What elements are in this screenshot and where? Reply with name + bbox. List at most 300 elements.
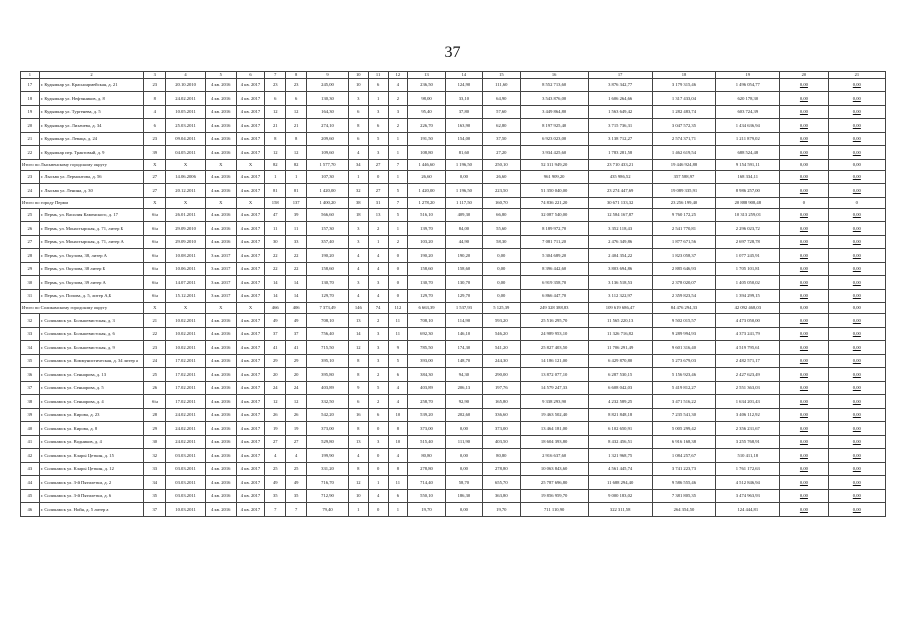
table-cell: б/н: [144, 249, 166, 263]
table-cell: 0,00: [828, 289, 885, 303]
table-cell: 0,00: [445, 449, 482, 463]
table-cell: 10 313 259,01: [716, 208, 780, 222]
table-cell: 1 877 671,56: [652, 235, 716, 249]
address-cell: г. Пермь, ул. Окулова, 38 литер Б: [39, 262, 144, 276]
table-cell: 137: [286, 197, 307, 208]
table-cell: 17.02.2011: [166, 354, 206, 368]
table-cell: 24: [144, 354, 166, 368]
table-cell: 12: [265, 395, 286, 409]
table-cell: X: [144, 159, 166, 170]
table-cell: 6: [368, 78, 388, 92]
table-cell: 0,00: [780, 368, 828, 382]
table-cell: 5 156 923,46: [652, 368, 716, 382]
table-cell: 21: [265, 119, 286, 133]
table-cell: 129,70: [307, 289, 349, 303]
table-cell: 33: [286, 235, 307, 249]
table-cell: X: [205, 197, 236, 208]
address-cell: г. Лысьва ул. Лермонтова, д. 56: [39, 170, 144, 184]
table-cell: 223,50: [483, 184, 520, 198]
table-cell: 109,60: [307, 146, 349, 160]
table-cell: 1 117,50: [445, 197, 482, 208]
table-cell: 1: [368, 476, 388, 490]
table-cell: 21: [144, 314, 166, 328]
table-cell: 25 787 696,80: [520, 476, 588, 490]
table-cell: 1 211 879,02: [716, 132, 780, 146]
table-cell: 4 кв. 2017: [236, 276, 265, 290]
column-number: 12: [388, 72, 408, 79]
table-cell: 1 084 257,67: [652, 449, 716, 463]
table-row: [21, 476, 886, 490]
table-cell: 23: [144, 341, 166, 355]
address-cell: г. Соликамск ул. 3-й Пятилетки, д. 6: [39, 489, 144, 503]
table-cell: 7: [388, 197, 408, 208]
table-cell: 1 823 058,37: [652, 249, 716, 263]
table-cell: 3 406 112,92: [716, 408, 780, 422]
table-cell: 0,00: [780, 489, 828, 503]
table-cell: 27: [144, 170, 166, 184]
table-cell: X: [205, 159, 236, 170]
table-cell: 146: [348, 303, 368, 314]
table-cell: 0,00: [780, 119, 828, 133]
table-row: [21, 489, 886, 503]
table-cell: 4 кв. 2017: [236, 289, 265, 303]
table-cell: 515,40: [408, 435, 445, 449]
table-cell: 18: [21, 92, 40, 106]
table-cell: 6 287 530,15: [588, 368, 652, 382]
table-cell: 3: [368, 341, 388, 355]
table-cell: 20: [265, 368, 286, 382]
table-cell: 4 кв. 2017: [236, 249, 265, 263]
address-cell: г. Соликамск ул. Водников, д. 4: [39, 435, 144, 449]
table-cell: 542,20: [307, 408, 349, 422]
table-cell: 0,00: [828, 408, 885, 422]
table-cell: 6 663,39: [408, 303, 445, 314]
table-row: [21, 422, 886, 436]
table-cell: 0,00: [828, 92, 885, 106]
table-cell: 04.05.2011: [166, 146, 206, 160]
table-cell: 0,00: [483, 262, 520, 276]
table-cell: 1: [348, 170, 368, 184]
table-cell: 3 715 736,31: [588, 119, 652, 133]
table-cell: 28: [21, 249, 40, 263]
table-cell: 14: [286, 276, 307, 290]
table-cell: 30: [265, 235, 286, 249]
table-cell: 111,60: [483, 78, 520, 92]
table-cell: 27: [21, 235, 40, 249]
table-cell: 130,70: [408, 276, 445, 290]
table-cell: 7 235 541,30: [652, 408, 716, 422]
table-cell: 1 321 968,75: [588, 449, 652, 463]
table-cell: 4 кв. 2016: [205, 408, 236, 422]
address-cell: г. Кудымкар пер. Трактовый, д. 9: [39, 146, 144, 160]
table-cell: 0,00: [780, 184, 828, 198]
table-cell: 7 081 711,20: [520, 235, 588, 249]
table-cell: 4 кв. 2016: [205, 146, 236, 160]
table-cell: 42 092 468,03: [716, 303, 780, 314]
table-cell: 1 196,50: [445, 159, 482, 170]
table-cell: 18: [348, 208, 368, 222]
table-cell: 4: [286, 449, 307, 463]
table-cell: 2 404 354,22: [588, 249, 652, 263]
table-cell: 190,20: [408, 249, 445, 263]
table-cell: 0,00: [828, 235, 885, 249]
table-cell: 258,70: [408, 395, 445, 409]
table-cell: 44: [21, 476, 40, 490]
table-cell: 539,20: [408, 408, 445, 422]
table-cell: 8 986 257,00: [716, 184, 780, 198]
table-cell: 39: [144, 146, 166, 160]
table-cell: 1 537,93: [445, 303, 482, 314]
table-cell: 12 584 167,87: [588, 208, 652, 222]
address-cell: г. Пермь, ул. Василия Каменского, д. 17: [39, 208, 144, 222]
table-cell: 38: [348, 197, 368, 208]
table-cell: 4 кв. 2016: [205, 92, 236, 106]
table-row: [21, 92, 886, 106]
table-cell: 1: [286, 170, 307, 184]
table-cell: 19,70: [483, 503, 520, 517]
table-cell: 4 кв. 2017: [236, 395, 265, 409]
table-cell: 4 кв. 2017: [236, 354, 265, 368]
table-cell: 2 482 571,17: [716, 354, 780, 368]
table-cell: 466: [265, 303, 286, 314]
table-cell: 9 000 183,02: [588, 489, 652, 503]
table-cell: 14: [265, 289, 286, 303]
table-cell: 62,80: [483, 119, 520, 133]
table-cell: 31: [21, 289, 40, 303]
column-number: 3: [144, 72, 166, 79]
table-cell: 29.09.2010: [166, 222, 206, 236]
table-cell: 25.03.2011: [166, 119, 206, 133]
table-cell: 5: [368, 381, 388, 395]
table-cell: 14: [265, 276, 286, 290]
table-row: [21, 132, 886, 146]
table-cell: 24: [265, 381, 286, 395]
table-cell: 4 кв. 2016: [205, 235, 236, 249]
table-cell: 03.03.2011: [166, 449, 206, 463]
table-cell: 41: [286, 341, 307, 355]
table-cell: 0,00: [828, 435, 885, 449]
table-cell: 33,10: [445, 92, 482, 106]
table-cell: 395,10: [307, 354, 349, 368]
table-cell: 0,00: [780, 92, 828, 106]
table-cell: 23: [265, 78, 286, 92]
table-cell: 03.03.2011: [166, 476, 206, 490]
table-cell: 3: [368, 354, 388, 368]
table-cell: 35: [21, 354, 40, 368]
table-cell: 0,00: [828, 208, 885, 222]
table-cell: 0,00: [445, 503, 482, 517]
table-cell: 1 196,50: [445, 184, 482, 198]
address-cell: г. Соликамск ул. Кларьі Цеткин, д. 12: [39, 462, 144, 476]
address-cell: г. Соликамск ул. 3-й Пятилетки, д. 2: [39, 476, 144, 490]
table-cell: 26.01.2011: [166, 208, 206, 222]
column-number: 8: [286, 72, 307, 79]
table-cell: 38: [21, 395, 40, 409]
table-cell: 1 705 101,81: [716, 262, 780, 276]
table-cell: 19 446 924,88: [652, 159, 716, 170]
table-cell: 4: [348, 249, 368, 263]
table-cell: 186,30: [445, 489, 482, 503]
table-cell: 6: [388, 368, 408, 382]
table-cell: 3 543 876,00: [520, 92, 588, 106]
table-cell: 4 кв. 2016: [205, 489, 236, 503]
table-cell: 157,30: [307, 222, 349, 236]
table-cell: 403,89: [408, 381, 445, 395]
table-cell: 3 471 516,22: [652, 395, 716, 409]
table-cell: 66,80: [483, 208, 520, 222]
table-cell: 11 688 294,40: [588, 476, 652, 490]
address-cell: г. Соликамск ул. Кирова, д. 8: [39, 422, 144, 436]
table-cell: 29.09.2010: [166, 235, 206, 249]
table-row: [21, 222, 886, 236]
table-cell: 0,00: [780, 303, 828, 314]
table-cell: 168 334,11: [716, 170, 780, 184]
table-cell: 4 кв. 2016: [205, 354, 236, 368]
table-cell: 4 кв. 2016: [205, 368, 236, 382]
table-cell: 58,70: [445, 476, 482, 490]
table-cell: 0,00: [780, 146, 828, 160]
table-cell: 373,00: [307, 422, 349, 436]
table-cell: 58,30: [483, 235, 520, 249]
table-cell: X: [236, 159, 265, 170]
table-cell: 516,10: [408, 208, 445, 222]
table-cell: 8 552 713,60: [520, 78, 588, 92]
address-cell: г. Пермь, ул. Монастырская, д. 71, литер Б: [39, 222, 144, 236]
table-cell: 27,20: [483, 146, 520, 160]
table-cell: 21: [21, 132, 40, 146]
table-cell: 163,90: [445, 119, 482, 133]
table-cell: 2 551 363,03: [716, 381, 780, 395]
column-number: 2: [39, 72, 144, 79]
table-cell: 25: [265, 462, 286, 476]
column-number: 5: [205, 72, 236, 79]
table-cell: 209,60: [307, 132, 349, 146]
table-cell: 0: [368, 449, 388, 463]
table-cell: 4 кв. 2017: [236, 119, 265, 133]
table-cell: 37: [286, 327, 307, 341]
table-cell: 160,70: [483, 197, 520, 208]
table-cell: 0,00: [828, 303, 885, 314]
address-cell: г. Соликамск ул. Кирова, д. 23: [39, 408, 144, 422]
table-cell: 357,40: [307, 235, 349, 249]
table-cell: 22: [265, 262, 286, 276]
table-cell: 64,90: [483, 92, 520, 106]
table-cell: 8 432 456,51: [588, 435, 652, 449]
table-cell: 13: [348, 435, 368, 449]
table-cell: 17.02.2011: [166, 381, 206, 395]
table-cell: 3 803 694,86: [588, 262, 652, 276]
table-cell: 1 400,20: [307, 197, 349, 208]
table-row: [21, 341, 886, 355]
table-cell: 0: [388, 262, 408, 276]
table-cell: 37,50: [483, 132, 520, 146]
table-cell: 1 462 619,54: [652, 146, 716, 160]
table-cell: 3 741 223,73: [652, 462, 716, 476]
table-cell: 406: [286, 303, 307, 314]
table-cell: 409,30: [445, 208, 482, 222]
table-cell: X: [144, 197, 166, 208]
table-cell: 3: [368, 276, 388, 290]
table-cell: 249 328 388,83: [520, 303, 588, 314]
table-cell: 6: [348, 105, 368, 119]
table-cell: 2: [388, 119, 408, 133]
table-cell: 25: [286, 462, 307, 476]
table-cell: 16: [348, 408, 368, 422]
table-row: [21, 289, 886, 303]
table-cell: 112: [388, 303, 408, 314]
table-cell: 26,60: [483, 170, 520, 184]
table-cell: б/н: [144, 276, 166, 290]
table-cell: 245,00: [307, 78, 349, 92]
table-row: [21, 146, 886, 160]
table-cell: 52 311 949,20: [520, 159, 588, 170]
table-cell: 199,90: [307, 449, 349, 463]
table-cell: 4 кв. 2017: [236, 222, 265, 236]
table-cell: б/н: [144, 262, 166, 276]
table-cell: 10: [388, 408, 408, 422]
table-cell: 3 179 315,46: [652, 78, 716, 92]
table-cell: 37: [144, 503, 166, 517]
address-cell: г. Соликамск ул. Большевистская, д. 6: [39, 327, 144, 341]
table-cell: 29: [144, 422, 166, 436]
table-cell: 4: [388, 381, 408, 395]
table-cell: 566,60: [307, 208, 349, 222]
column-number: 16: [520, 72, 588, 79]
table-cell: 3 кв. 2017: [205, 289, 236, 303]
table-cell: 14: [348, 327, 368, 341]
table-cell: 0,00: [780, 314, 828, 328]
table-cell: 4 519 795,61: [716, 341, 780, 355]
table-cell: 711 110,90: [520, 503, 588, 517]
subtotal-label: Итого по Соликамскому городскому округу: [21, 303, 144, 314]
table-cell: 322 311,58: [588, 503, 652, 517]
table-cell: 22: [286, 262, 307, 276]
table-cell: 0: [388, 276, 408, 290]
column-number: 15: [483, 72, 520, 79]
table-cell: X: [236, 197, 265, 208]
table-cell: 81: [286, 184, 307, 198]
column-number: 10: [348, 72, 368, 79]
table-cell: 10.02.2011: [166, 341, 206, 355]
table-cell: 10.02.2011: [166, 314, 206, 328]
table-cell: 4 кв. 2017: [236, 462, 265, 476]
table-cell: 0,00: [780, 435, 828, 449]
table-cell: 0,00: [828, 262, 885, 276]
table-cell: 6: [348, 395, 368, 409]
table-cell: 81: [265, 184, 286, 198]
table-cell: 32: [21, 314, 40, 328]
table-cell: 395,80: [307, 368, 349, 382]
table-cell: 35: [286, 489, 307, 503]
table-cell: 373,00: [408, 422, 445, 436]
table-cell: 4 кв. 2016: [205, 476, 236, 490]
table-cell: 82: [286, 159, 307, 170]
table-cell: 27: [265, 435, 286, 449]
table-cell: 0,00: [483, 249, 520, 263]
table-cell: 124,90: [445, 78, 482, 92]
table-cell: 39: [21, 408, 40, 422]
table-cell: 0: [368, 422, 388, 436]
table-cell: 0,00: [828, 381, 885, 395]
table-cell: 4: [265, 449, 286, 463]
table-cell: 8: [348, 462, 368, 476]
table-cell: 373,00: [483, 422, 520, 436]
table-cell: 0,00: [780, 249, 828, 263]
table-cell: 708,10: [307, 314, 349, 328]
table-cell: 18 604 393,80: [520, 435, 588, 449]
table-cell: 37,80: [445, 105, 482, 119]
table-cell: 529,80: [307, 435, 349, 449]
table-cell: 3 047 572,35: [652, 119, 716, 133]
table-cell: 15.12.2011: [166, 289, 206, 303]
table-cell: б/н: [144, 395, 166, 409]
table-cell: 129,70: [445, 289, 482, 303]
table-cell: 336,60: [483, 408, 520, 422]
table-cell: 1 278,20: [408, 197, 445, 208]
table-cell: 109 619 686,47: [588, 303, 652, 314]
table-row: [21, 249, 886, 263]
table-cell: 0,00: [780, 408, 828, 422]
table-cell: 0,00: [780, 354, 828, 368]
address-cell: г. Кудымкар ул. Нефтяников, д. 8: [39, 92, 144, 106]
table-cell: 0,00: [780, 170, 828, 184]
table-cell: 11: [388, 327, 408, 341]
table-cell: 357 588,97: [652, 170, 716, 184]
table-cell: 0,00: [780, 422, 828, 436]
table-cell: 0,00: [780, 276, 828, 290]
table-cell: 39: [286, 208, 307, 222]
table-cell: 3: [388, 105, 408, 119]
table-cell: 3 кв. 2017: [205, 276, 236, 290]
table-cell: 98,00: [408, 92, 445, 106]
table-cell: 2: [388, 92, 408, 106]
table-cell: 0,00: [780, 159, 828, 170]
table-cell: 2: [368, 395, 388, 409]
table-cell: 14 186 121,00: [520, 354, 588, 368]
table-cell: 0,00: [828, 184, 885, 198]
table-cell: 29: [265, 354, 286, 368]
table-cell: 4 512 846,94: [716, 476, 780, 490]
subtotal-row: [21, 303, 886, 314]
table-cell: 0: [368, 503, 388, 517]
table-cell: 3 112 322,97: [588, 289, 652, 303]
address-cell: г. Соликамск ул. Сеннарова, д. 13: [39, 368, 144, 382]
table-cell: 3 255 768,91: [716, 435, 780, 449]
table-cell: 0,00: [780, 327, 828, 341]
table-cell: 3 474 963,93: [716, 489, 780, 503]
table-cell: 1 420,00: [307, 184, 349, 198]
table-cell: 4 кв. 2016: [205, 327, 236, 341]
table-cell: 190,20: [445, 249, 482, 263]
table-cell: 0,00: [445, 462, 482, 476]
address-cell: г. Лысьва ул. Ленина, д. 30: [39, 184, 144, 198]
table-cell: 20: [286, 368, 307, 382]
table-cell: 4 кв. 2017: [236, 476, 265, 490]
table-cell: 1: [368, 92, 388, 106]
column-number: 19: [716, 72, 780, 79]
table-cell: 4 кв. 2017: [236, 381, 265, 395]
table-cell: 19: [21, 105, 40, 119]
table-cell: 0: [368, 170, 388, 184]
table-cell: 14 579 247,33: [520, 381, 588, 395]
table-cell: 9 154 591,11: [716, 159, 780, 170]
table-cell: 20: [21, 119, 40, 133]
table-row: [21, 262, 886, 276]
table-cell: 278,80: [483, 462, 520, 476]
table-cell: 139,70: [408, 222, 445, 236]
table-cell: 25: [144, 368, 166, 382]
table-row: [21, 235, 886, 249]
